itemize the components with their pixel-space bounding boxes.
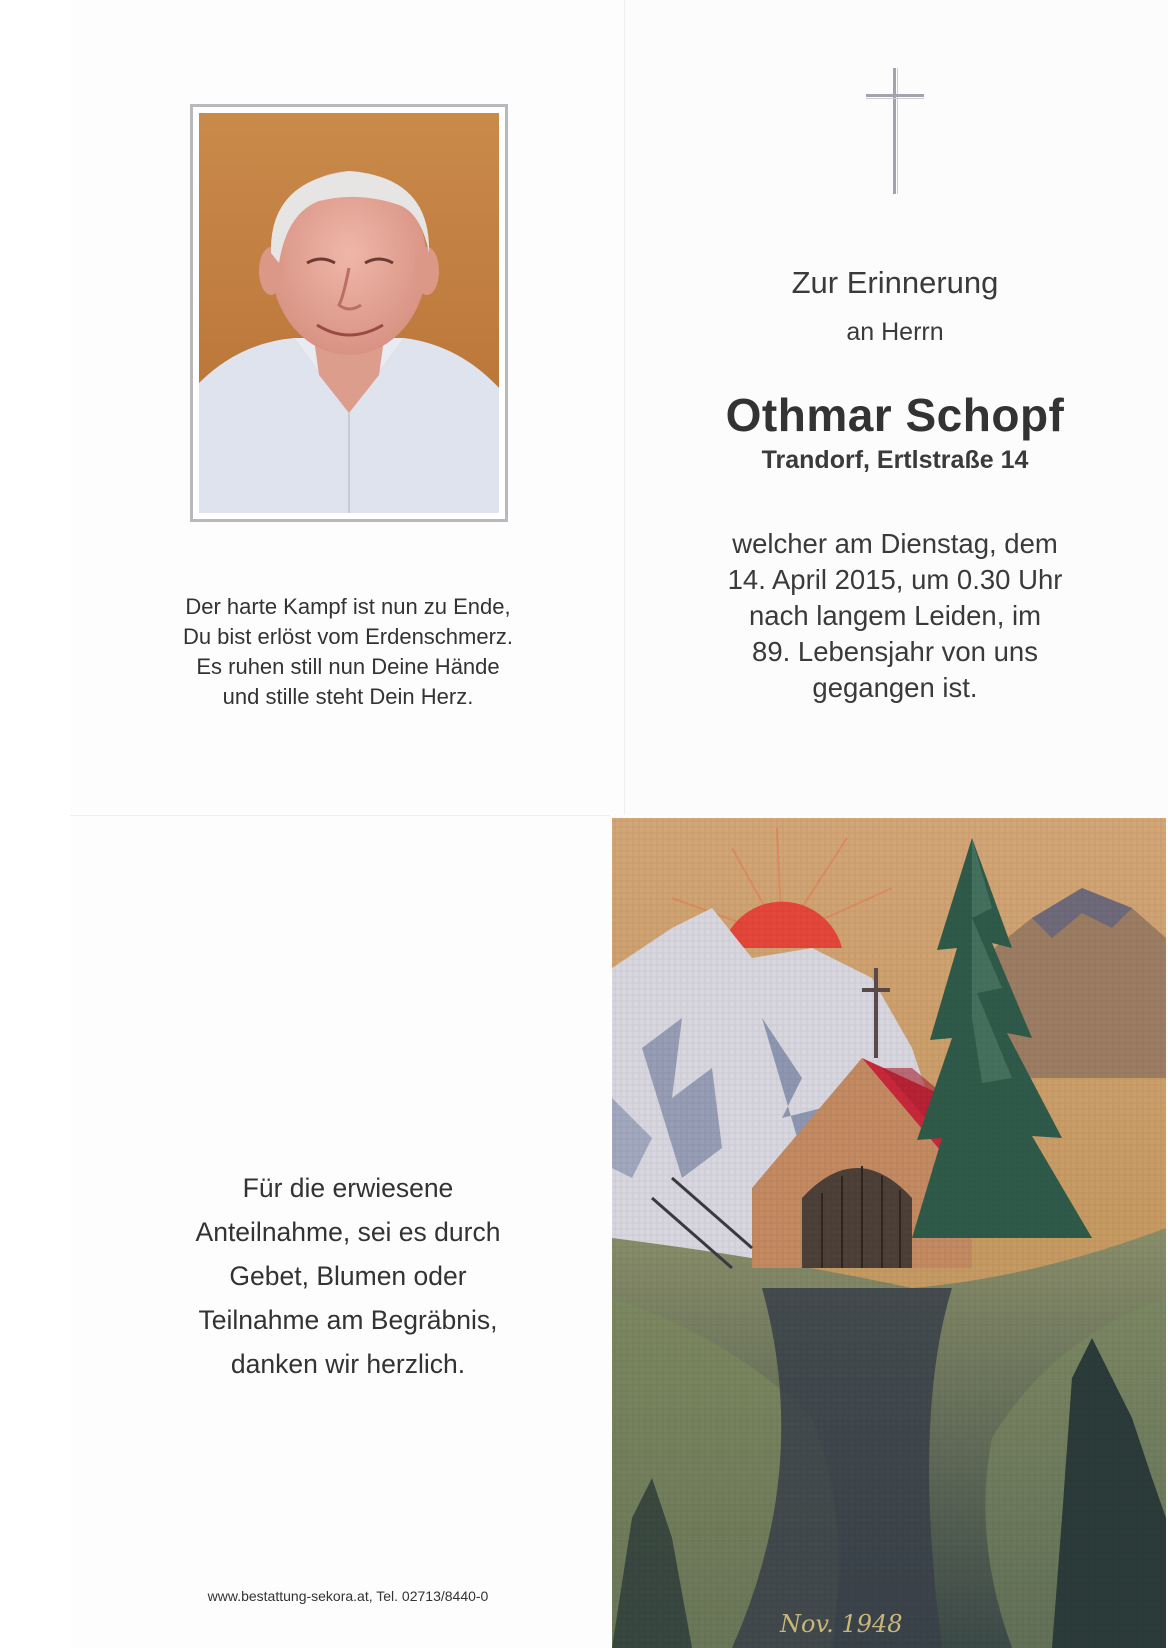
painting-illustration	[612, 818, 1166, 1648]
thanks-line: Für die erwiesene	[242, 1173, 454, 1203]
fold-line-vertical	[624, 0, 625, 815]
death-notice-line: 14. April 2015, um 0.30 Uhr	[727, 564, 1063, 595]
thanks-message	[120, 1166, 576, 1386]
poem-line: und stille steht Dein Herz.	[222, 684, 474, 709]
funeral-home-contact: www.bestattung-sekora.at, Tel. 02713/8440-0	[207, 1588, 489, 1604]
deceased-name: Othmar Schopf	[725, 389, 1065, 441]
thanks-line: Gebet, Blumen oder	[229, 1261, 467, 1291]
memorial-salutation: an Herrn	[846, 318, 944, 346]
memorial-poem	[120, 592, 576, 712]
memorial-heading: Zur Erinnerung	[791, 265, 999, 300]
portrait-photo-frame	[190, 104, 508, 522]
poem-line: Der harte Kampf ist nun zu Ende,	[185, 594, 511, 619]
death-notice-line: gegangen ist.	[812, 672, 978, 703]
chapel-painting	[612, 818, 1166, 1648]
painting-signature: Nov. 1948	[780, 1610, 903, 1638]
death-notice-line: nach langem Leiden, im	[749, 600, 1041, 631]
death-notice	[660, 526, 1130, 706]
cross-icon	[866, 68, 924, 194]
thanks-line: danken wir herzlich.	[230, 1349, 466, 1379]
fold-line-horizontal	[70, 815, 610, 816]
poem-line: Es ruhen still nun Deine Hände	[196, 654, 500, 679]
portrait-illustration	[199, 113, 499, 513]
poem-line: Du bist erlöst vom Erdenschmerz.	[182, 624, 514, 649]
portrait-photo	[199, 113, 499, 513]
deceased-address: Trandorf, Ertlstraße 14	[761, 446, 1029, 474]
thanks-line: Teilnahme am Begräbnis,	[198, 1305, 498, 1335]
thanks-line: Anteilnahme, sei es durch	[195, 1217, 501, 1247]
death-notice-line: welcher am Dienstag, dem	[732, 528, 1058, 559]
death-notice-line: 89. Lebensjahr von uns	[752, 636, 1038, 667]
